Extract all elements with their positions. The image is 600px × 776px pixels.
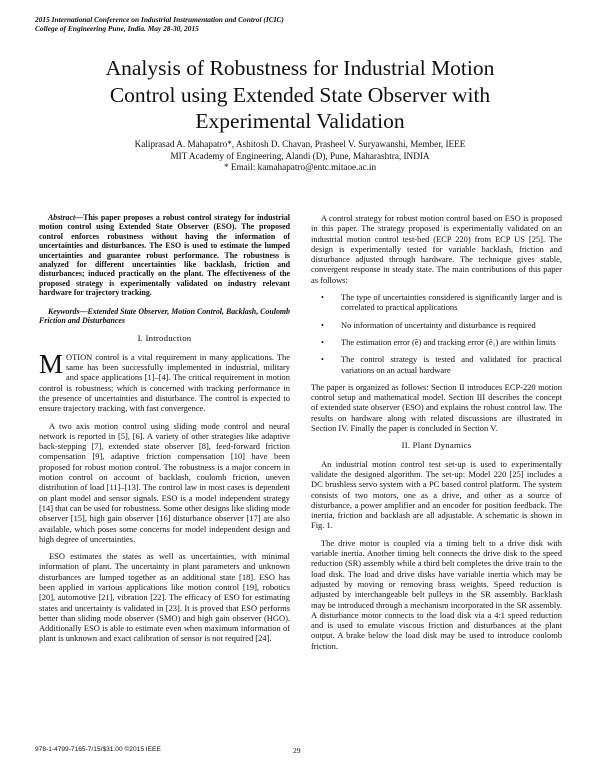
keywords-label: Keywords— [48,306,88,316]
intro-paragraph-1-text: OTION control is a vital requirement in many applications. The same has been successfully implemented in industrial, military and space applications [1]–[4]. The critical requirement in motion control is robustness; which is concerned with tracking performance in the presence of uncertainties and disturbance. The control is expected to ensure trajectory tracking, with fast convergence. [39,351,290,414]
author-affiliation: MIT Academy of Engineering, Alandi (D), Pune, Maharashtra, INDIA [170,150,430,161]
drop-cap: M [39,348,64,379]
conference-header [35,15,284,33]
title-line-2: Control using Extended State Observer with [109,82,491,107]
list-item-text: The control strategy is tested and validated for practical variations on an actual hardware [341,354,562,375]
keywords-text: Extended State Observer, Motion Control, Backlash, Coulomb Friction and Disturbances [39,306,290,326]
list-item-text: No information of uncertainty and disturbance is required [341,319,536,330]
abstract-label: Abstract— [48,213,84,222]
right-intro-paragraph-1: A control strategy for robust motion control based on ESO is proposed in this paper. The strategy proposed is experimentally validated on an industrial motion control test-bed (ECP 220) from ECP US [25]. The design is experimentally tested for variable backlash, friction and disturbance adjusted through hardware. The technique gives stable, convergent response in steady state. The main contributions of this paper as follows: [311,213,562,285]
plant-paragraph-2: The drive motor is coupled via a timing belt to a drive disk with variable inertia. Another timing belt connects the drive disk to the speed reduction (SR) assembly while a third belt completes the drive train to the load disk. The load and drive disks have variable inertia which may be adjusted by moving or removing brass weights. Speed reduction is adjusted by interchangeable belt pulleys in the SR assembly. Backlash may be introduced through a mechanism incorporated in the SR assembly. A disturbance motor connects to the load disk via a 4:1 speed reduction and is used to emulate viscous friction and disturbances at the plant output. A brake below the load disk may be used to introduce coulomb friction. [311,537,562,651]
bullet-icon: • [321,354,324,365]
abstract [39,213,290,298]
plant-paragraph-1: An industrial motion control test set-up is used to experimentally validate the designed algorithm. The set-up: Model 220 [25] includes a DC brushless servo system with a PC based control platform. The system consists of two motors, one as a drive, and other as a source of disturbance, a power amplifier and an encoder for position feedback. The inertia, friction and backlash are all adjustable. A schematic is shown in Fig. 1. [311,458,562,531]
intro-paragraph-1 [39,348,290,414]
title-line-1: Analysis of Robustness for Industrial Motion [105,56,495,80]
list-item [321,336,562,347]
conference-line-1: 2015 International Conference on Industrial Instrumentation and Control (ICIC) [35,15,284,24]
intro-paragraph-3: ESO estimates the states as well as uncertainties, with minimal information of plant. The uncertainty in plant parameters and unknown disturbances are lumped together as an additional state [18]. ESO has been applied in various applications like motion control [19], robotics [20], automotive [21], vibration [22]. The efficacy of ESO for estimating states and uncertainty is validated in [23]. It is proved that ESO performs better than sliding mode observer (SMO) and high gain observer (HGO). Additionally ESO is able to estimate even when maximum information of plant is unknown and exact calibration of sensor is not required [24]. [39,551,290,644]
bullet-icon: • [321,336,324,347]
keywords [39,307,290,326]
list-item-text: The type of uncertainties considered is significantly larger and is correlated to practical applications [341,292,562,313]
contributions-list [311,292,562,375]
intro-paragraph-2: A two axis motion control using sliding mode control and neural network is reported in [5], [6]. A variety of other strategies like adaptive back-stepping [7], extended state observer [8], feed-forward friction compensation [9], adaptive friction compensation [10] have been proposed for robust motion control. The robustness is a major concern in motion control on account of backlash, coulomb friction, uneven distribution of load [11]–[13]. The control law in most cases is dependent on plant model and sensor signals. ESO is a model independent strategy [14] that can be used for robustness. Some other designs like sliding mode observer [15], high gain observer [16] disturbance observer [17] are also available, which poses some concerns for model independent design and high degree of uncertainties. [39,420,290,544]
right-intro-paragraph-2: The paper is organized as follows: Section II introduces ECP-220 motion control setup and mathematical model. Section III describes the concept of extended state observer (ESO) and explains the robust control law. The results on hardware along with related discussions are illustrated in Section IV. Finally the paper is concluded in Section V. [311,381,562,434]
bullet-icon: • [321,319,324,330]
conference-line-2: College of Engineering Pune, India. May 28-30, 2015 [35,24,199,33]
list-item-text: The estimation error (ẽ) and tracking error (ẽ₁) are within limits [341,336,556,347]
paper-title [40,55,560,135]
list-item [321,319,562,330]
section-heading-introduction: I. Introduction [137,333,192,344]
section-heading-plant-dynamics: II. Plant Dynamics [401,440,472,451]
right-column [311,213,562,658]
author-names: Kaliprasad A. Mahapatro*, Ashitosh D. Chavan, Prasheel V. Suryawanshi, Member, IEEE [134,139,466,149]
author-email: * Email: kamahapatro@entc.mitaoe.ac.in [223,162,377,173]
isbn-footer: 978-1-4799-7165-7/15/$31.00 ©2015 IEEE [35,746,161,753]
author-block [40,139,560,174]
list-item [321,292,562,313]
bullet-icon: • [321,292,324,303]
left-column [39,213,290,651]
page-number: 29 [293,746,301,755]
list-item [321,354,562,375]
title-line-3: Experimental Validation [195,109,405,133]
abstract-text: This paper proposes a robust control strategy for industrial motion control using Extended State Observer (ESO). The proposed control enforces robustness without having the information of uncertainties and disturbances. The ESO is used to estimate the lumped uncertainties and guarantee robust performance. The robustness is analyzed for different uncertainties like backlash, friction and disturbances; induced practically on the plant. The effectiveness of the proposed strategy is experimentally validated on industry relevant hardware for trajectory tracking. [39,213,290,298]
